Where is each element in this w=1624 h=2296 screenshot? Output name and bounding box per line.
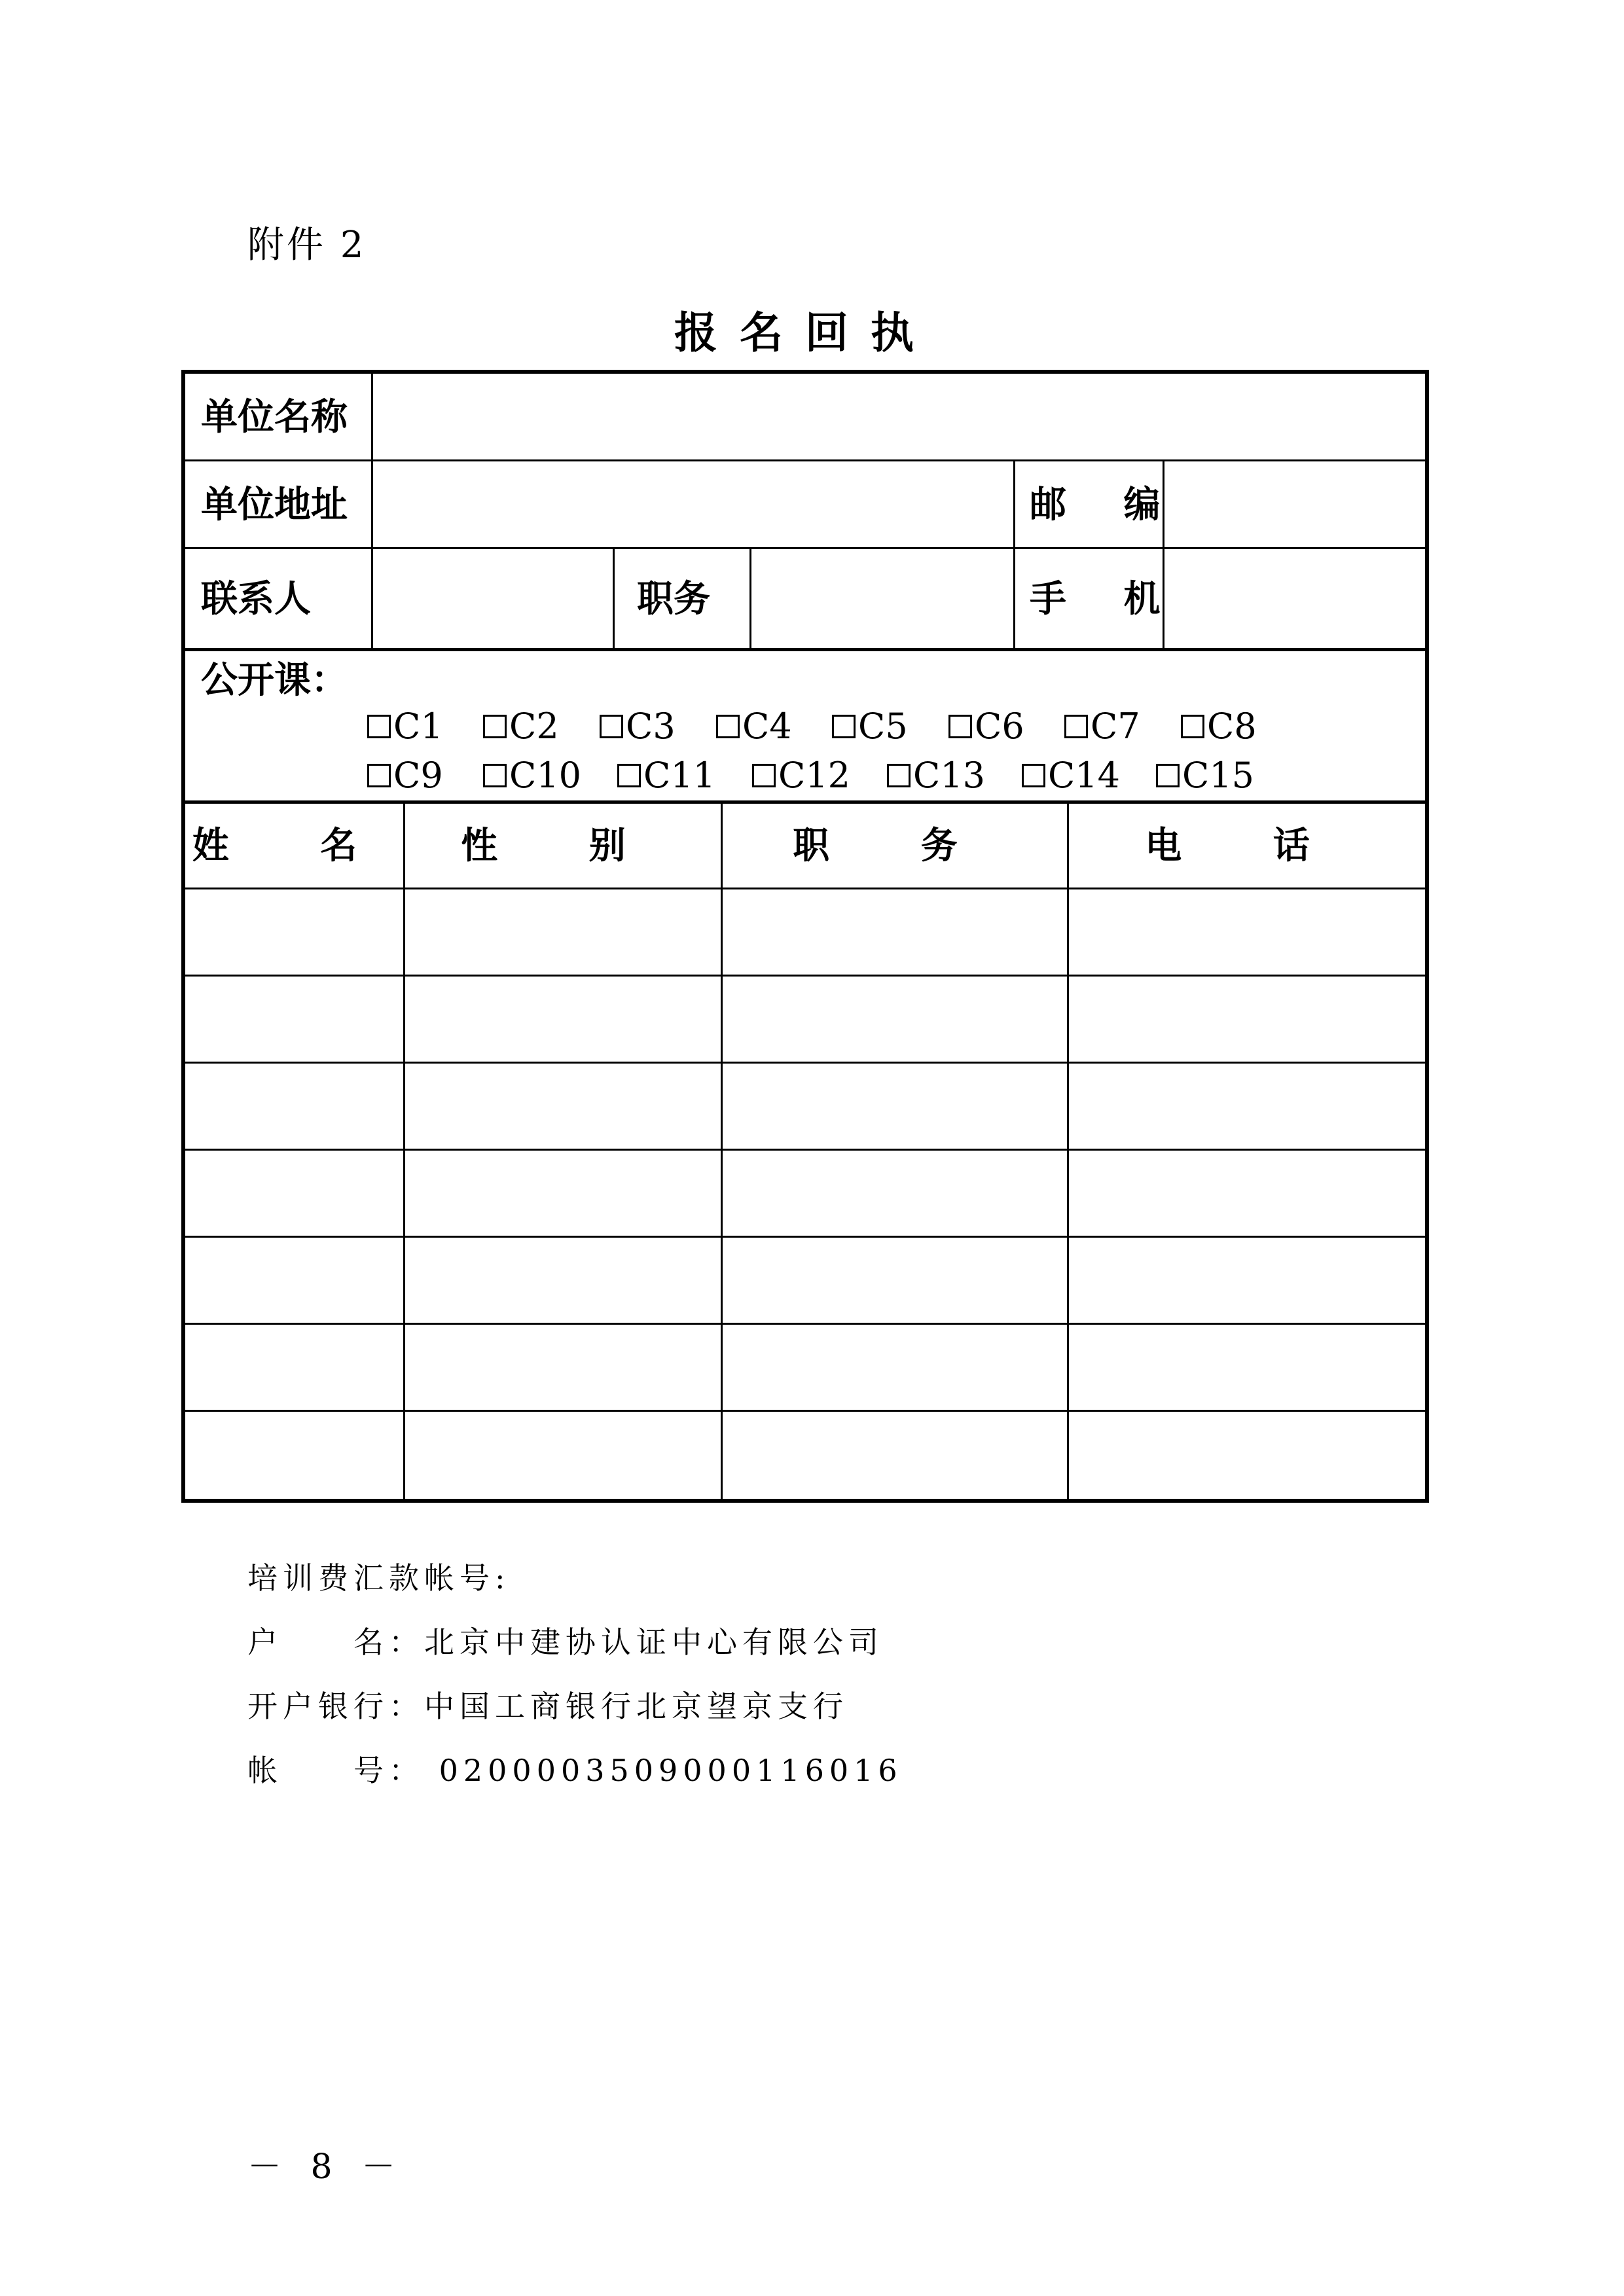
course-checkbox-c14[interactable]: C14 bbox=[1022, 758, 1120, 793]
mobile-label: 手 机 bbox=[1030, 577, 1183, 620]
checkbox-icon bbox=[483, 764, 507, 787]
position-field[interactable] bbox=[752, 549, 1013, 648]
checkbox-icon bbox=[483, 715, 507, 738]
contact-label: 联系人 bbox=[201, 577, 311, 620]
registration-form bbox=[181, 370, 1429, 1503]
checkbox-icon bbox=[752, 764, 776, 787]
participant-row[interactable] bbox=[185, 1064, 1425, 1149]
course-checkbox-c5[interactable]: C5 bbox=[832, 709, 908, 744]
participant-row[interactable] bbox=[185, 889, 1425, 975]
course-checkbox-c13[interactable]: C13 bbox=[887, 758, 985, 793]
course-checkbox-c12[interactable]: C12 bbox=[752, 758, 850, 793]
postcode-label: 邮 编 bbox=[1030, 483, 1183, 526]
org-address-label: 单位地址 bbox=[201, 483, 348, 526]
checkbox-icon bbox=[832, 715, 856, 738]
course-checkbox-c6[interactable]: C6 bbox=[948, 709, 1024, 744]
bank-account-number: 帐 号： 0200003509000116016 bbox=[247, 1753, 903, 1788]
header-position: 职 务 bbox=[793, 824, 997, 867]
postcode-field[interactable] bbox=[1165, 461, 1425, 547]
org-name-field[interactable] bbox=[374, 374, 1425, 459]
org-address-field[interactable] bbox=[374, 461, 1013, 547]
checkbox-icon bbox=[600, 715, 623, 738]
position-label: 职务 bbox=[637, 577, 710, 620]
checkbox-icon bbox=[367, 715, 391, 738]
page-number: － 8 － bbox=[247, 2147, 405, 2187]
bank-name: 开户银行：中国工商银行北京望京支行 bbox=[247, 1689, 848, 1724]
participant-row[interactable] bbox=[185, 977, 1425, 1062]
checkbox-icon bbox=[1022, 764, 1045, 787]
bank-heading: 培训费汇款帐号: bbox=[247, 1560, 511, 1596]
course-checkbox-c1[interactable]: C1 bbox=[367, 709, 443, 744]
course-checkbox-c3[interactable]: C3 bbox=[600, 709, 676, 744]
checkbox-icon bbox=[1156, 764, 1180, 787]
checkbox-icon bbox=[617, 764, 641, 787]
checkbox-icon bbox=[948, 715, 972, 738]
mobile-field[interactable] bbox=[1165, 549, 1425, 648]
header-name: 姓 名 bbox=[192, 824, 397, 867]
contact-field[interactable] bbox=[374, 549, 612, 648]
course-checkbox-c9[interactable]: C9 bbox=[367, 758, 443, 793]
attachment-label: 附件 2 bbox=[247, 224, 367, 266]
participant-row[interactable] bbox=[185, 1412, 1425, 1499]
course-checkbox-c11[interactable]: C11 bbox=[617, 758, 715, 793]
course-checkbox-c15[interactable]: C15 bbox=[1156, 758, 1254, 793]
course-checkbox-c8[interactable]: C8 bbox=[1181, 709, 1257, 744]
course-checkbox-c4[interactable]: C4 bbox=[716, 709, 792, 744]
checkbox-icon bbox=[1181, 715, 1204, 738]
checkbox-icon bbox=[887, 764, 911, 787]
form-title: 报名回执 bbox=[674, 307, 936, 358]
courses-label: 公开课： bbox=[201, 658, 348, 702]
course-checkbox-c10[interactable]: C10 bbox=[483, 758, 581, 793]
course-checkbox-c2[interactable]: C2 bbox=[483, 709, 559, 744]
participant-row[interactable] bbox=[185, 1325, 1425, 1410]
checkbox-icon bbox=[1064, 715, 1088, 738]
bank-account-name: 户 名：北京中建协认证中心有限公司 bbox=[247, 1624, 884, 1660]
org-name-label: 单位名称 bbox=[201, 395, 348, 439]
checkbox-icon bbox=[367, 764, 391, 787]
header-gender: 性 别 bbox=[461, 824, 665, 867]
checkbox-icon bbox=[716, 715, 740, 738]
participant-row[interactable] bbox=[185, 1238, 1425, 1323]
header-phone: 电 话 bbox=[1145, 824, 1349, 867]
participant-row[interactable] bbox=[185, 1151, 1425, 1236]
course-checkbox-c7[interactable]: C7 bbox=[1064, 709, 1140, 744]
